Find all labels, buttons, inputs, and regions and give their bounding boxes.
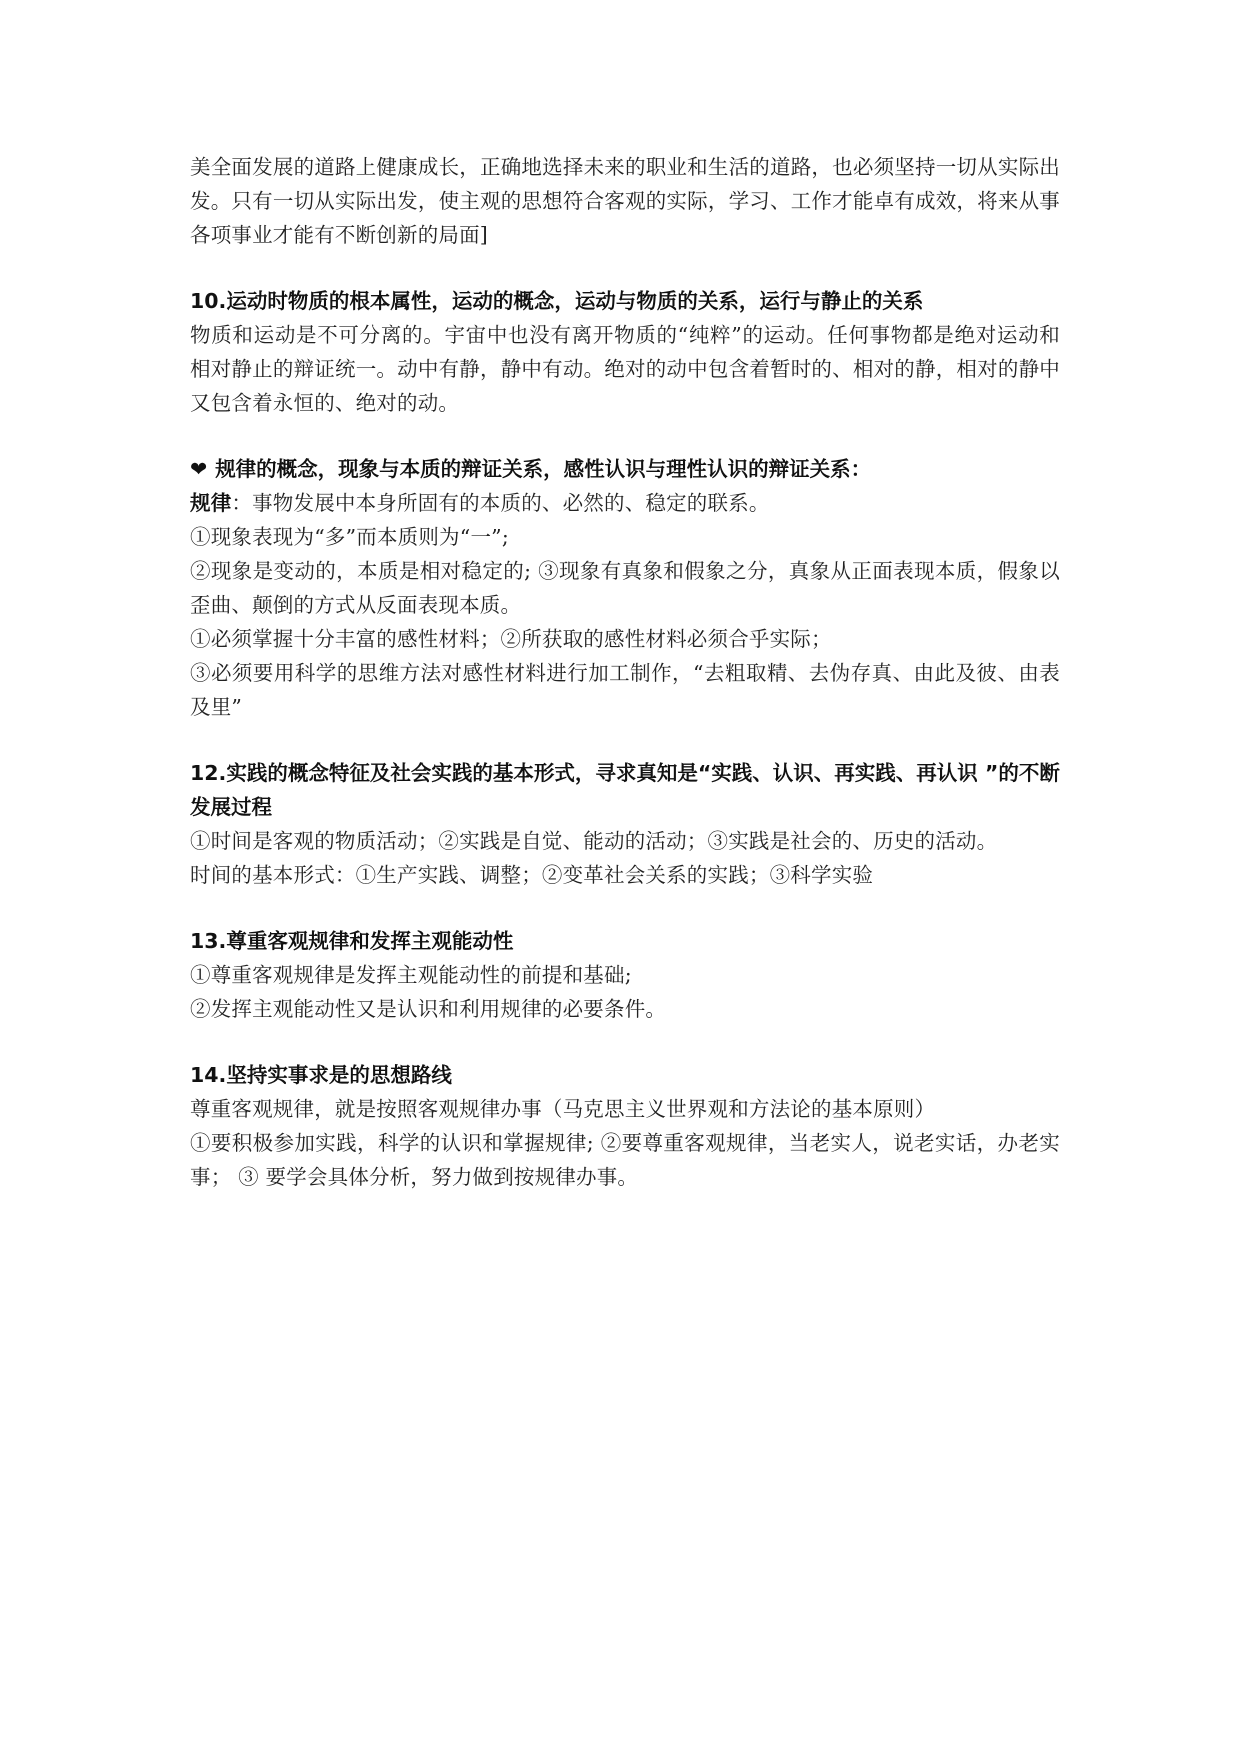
section-13-line-1: ①尊重客观规律是发挥主观能动性的前提和基础; <box>190 963 632 987</box>
section-11-line-4: ③必须要用科学的思维方法对感性材料进行加工制作，“去粗取精、去伪存真、由此及彼、由表及里” <box>190 661 1060 719</box>
section-14-heading: 14.坚持实事求是的思想路线 <box>190 1063 452 1087</box>
section-11-line-1: ①现象表现为“多”而本质则为“一”; <box>190 525 509 549</box>
section-10-body: 物质和运动是不可分离的。宇宙中也没有离开物质的“纯粹”的运动。任何事物都是绝对运动和相对静止的辩证统一。动中有静，静中有动。绝对的动中包含着暂时的、相对的静，相对的静中又包含着永恒的、绝对的动。 <box>190 323 1060 415</box>
spacer <box>190 724 1060 756</box>
document-page <box>190 150 1060 1194</box>
law-term: 规律 <box>190 491 232 515</box>
heart-icon: ❤ <box>190 457 208 481</box>
spacer <box>190 420 1060 452</box>
section-11-heading-line <box>190 452 1060 486</box>
spacer <box>190 252 1060 284</box>
law-term-definition: ：事物发展中本身所固有的本质的、必然的、稳定的联系。 <box>231 491 770 515</box>
section-14-line-1: 尊重客观规律，就是按照客观规律办事（马克思主义世界观和方法论的基本原则） <box>190 1097 936 1121</box>
intro-paragraph: 美全面发展的道路上健康成长，正确地选择未来的职业和生活的道路，也必须坚持一切从实际出发。只有一切从实际出发，使主观的思想符合客观的实际，学习、工作才能卓有成效，将来从事各项事业才能有不断创新的局面] <box>190 155 1060 247</box>
spacer <box>190 1026 1060 1058</box>
spacer <box>190 892 1060 924</box>
section-13-line-2: ②发挥主观能动性又是认识和利用规律的必要条件。 <box>190 997 667 1021</box>
section-12-line-2: 时间的基本形式：①生产实践、调整；②变革社会关系的实践；③科学实验 <box>190 863 874 887</box>
section-12-line-1: ①时间是客观的物质活动；②实践是自觉、能动的活动；③实践是社会的、历史的活动。 <box>190 829 998 853</box>
section-13-heading: 13.尊重客观规律和发挥主观能动性 <box>190 929 514 953</box>
law-definition <box>190 486 1060 520</box>
section-10-heading: 10.运动时物质的根本属性，运动的概念，运动与物质的关系，运行与静止的关系 <box>190 289 924 313</box>
section-11-line-2: ②现象是变动的，本质是相对稳定的; ③现象有真象和假象之分，真象从正面表现本质，假象以歪曲、颠倒的方式从反面表现本质。 <box>190 559 1060 617</box>
section-11-heading: 规律的概念，现象与本质的辩证关系，感性认识与理性认识的辩证关系： <box>215 457 872 481</box>
section-12-heading: 12.实践的概念特征及社会实践的基本形式，寻求真知是“实践、认识、再实践、再认识 ”的不断发展过程 <box>190 761 1060 819</box>
section-11-line-3: ①必须掌握十分丰富的感性材料；②所获取的感性材料必须合乎实际； <box>190 627 832 651</box>
section-14-line-2: ①要积极参加实践，科学的认识和掌握规律; ②要尊重客观规律，当老实人，说老实话，办老实事； ③ 要学会具体分析，努力做到按规律办事。 <box>190 1131 1060 1189</box>
